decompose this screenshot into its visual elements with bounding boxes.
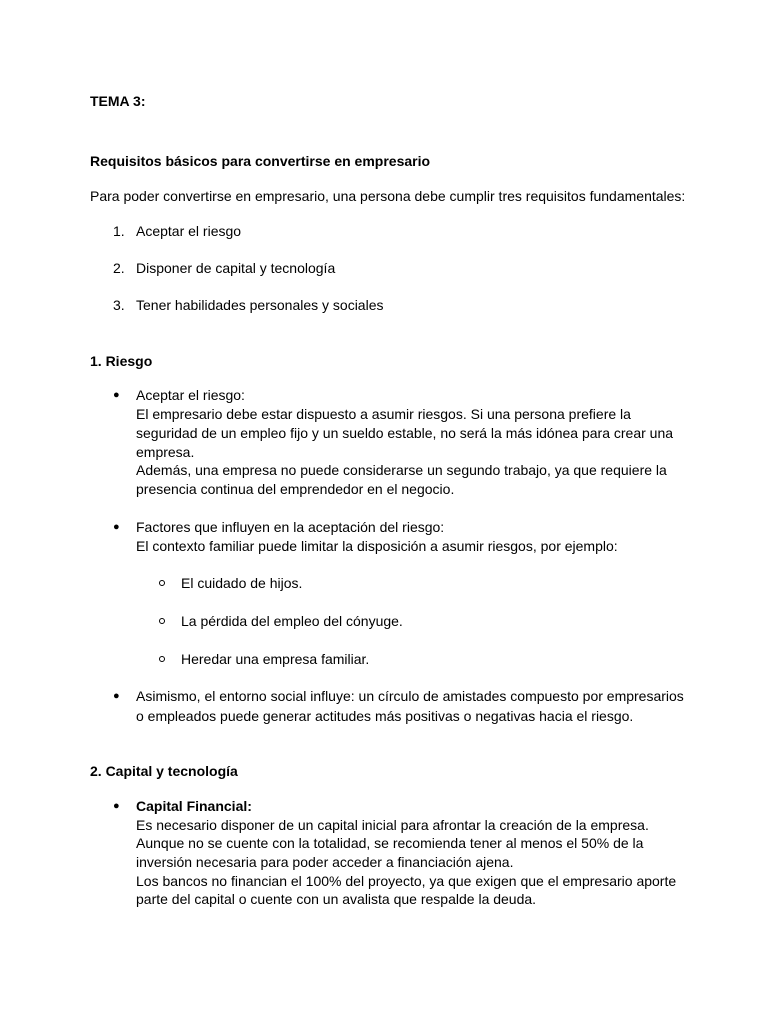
riesgo-bullet1-lead: Aceptar el riesgo: (136, 387, 245, 403)
circle-bullet-icon (159, 618, 165, 624)
riesgo-bullet2-lead: Factores que influyen en la aceptación del riesgo: (136, 519, 445, 535)
list-marker: 3. (113, 297, 125, 313)
capital-heading: 2. Capital y tecnología (90, 763, 238, 779)
intro-paragraph: Para poder convertirse en empresario, una persona debe cumplir tres requisitos fundamentales: (90, 188, 686, 204)
tema-title: TEMA 3: (90, 93, 146, 109)
capital-bullet1-line: Es necesario disponer de un capital inicial para afrontar la creación de la empresa. (136, 817, 649, 833)
bullet-icon: ● (113, 389, 120, 401)
riesgo-bullet1-line: Además, una empresa no puede considerarse un segundo trabajo, ya que requiere la (136, 462, 667, 478)
capital-bullet1-line: Aunque no se cuente con la totalidad, se recomienda tener al menos el 50% de la (136, 835, 644, 851)
bullet-icon: ● (113, 521, 120, 533)
list-item: Disponer de capital y tecnología (136, 260, 336, 276)
section-title: Requisitos básicos para convertirse en empresario (90, 153, 431, 169)
bullet-icon: ● (113, 800, 120, 812)
sub-list-item: La pérdida del empleo del cónyuge. (181, 613, 403, 629)
list-item: Aceptar el riesgo (136, 223, 242, 239)
sub-list-item: Heredar una empresa familiar. (181, 651, 370, 667)
capital-bullet1-line: inversión necesaria para poder acceder a financiación ajena. (136, 854, 514, 870)
riesgo-bullet1-line: El empresario debe estar dispuesto a asumir riesgos. Si una persona prefiere la (136, 406, 631, 422)
list-marker: 2. (113, 260, 125, 276)
circle-bullet-icon (159, 656, 165, 662)
riesgo-bullet1-line: seguridad de un empleo fijo y un sueldo estable, no será la más idónea para crear una (136, 425, 674, 441)
riesgo-bullet1-line: presencia continua del emprendedor en el negocio. (136, 481, 455, 497)
circle-bullet-icon (159, 580, 165, 586)
capital-bullet1-line: Los bancos no financian el 100% del proyecto, ya que exigen que el empresario aporte (136, 873, 677, 889)
capital-bullet1-lead: Capital Financial: (136, 798, 252, 814)
list-marker: 1. (113, 223, 125, 239)
sub-list-item: El cuidado de hijos. (181, 575, 303, 591)
riesgo-bullet1-line: empresa. (136, 444, 195, 460)
capital-bullet1-line: parte del capital o cuente con un avalista que respalde la deuda. (136, 891, 537, 907)
riesgo-bullet3-line: o empleados puede generar actitudes más positivas o negativas hacia el riesgo. (136, 708, 634, 724)
riesgo-bullet2-line: El contexto familiar puede limitar la disposición a asumir riesgos, por ejemplo: (136, 538, 618, 554)
bullet-icon: ● (113, 690, 120, 702)
riesgo-bullet3-line: Asimismo, el entorno social influye: un círculo de amistades compuesto por empresarios (136, 688, 684, 704)
list-item: Tener habilidades personales y sociales (136, 297, 384, 313)
riesgo-heading: 1. Riesgo (90, 353, 153, 369)
